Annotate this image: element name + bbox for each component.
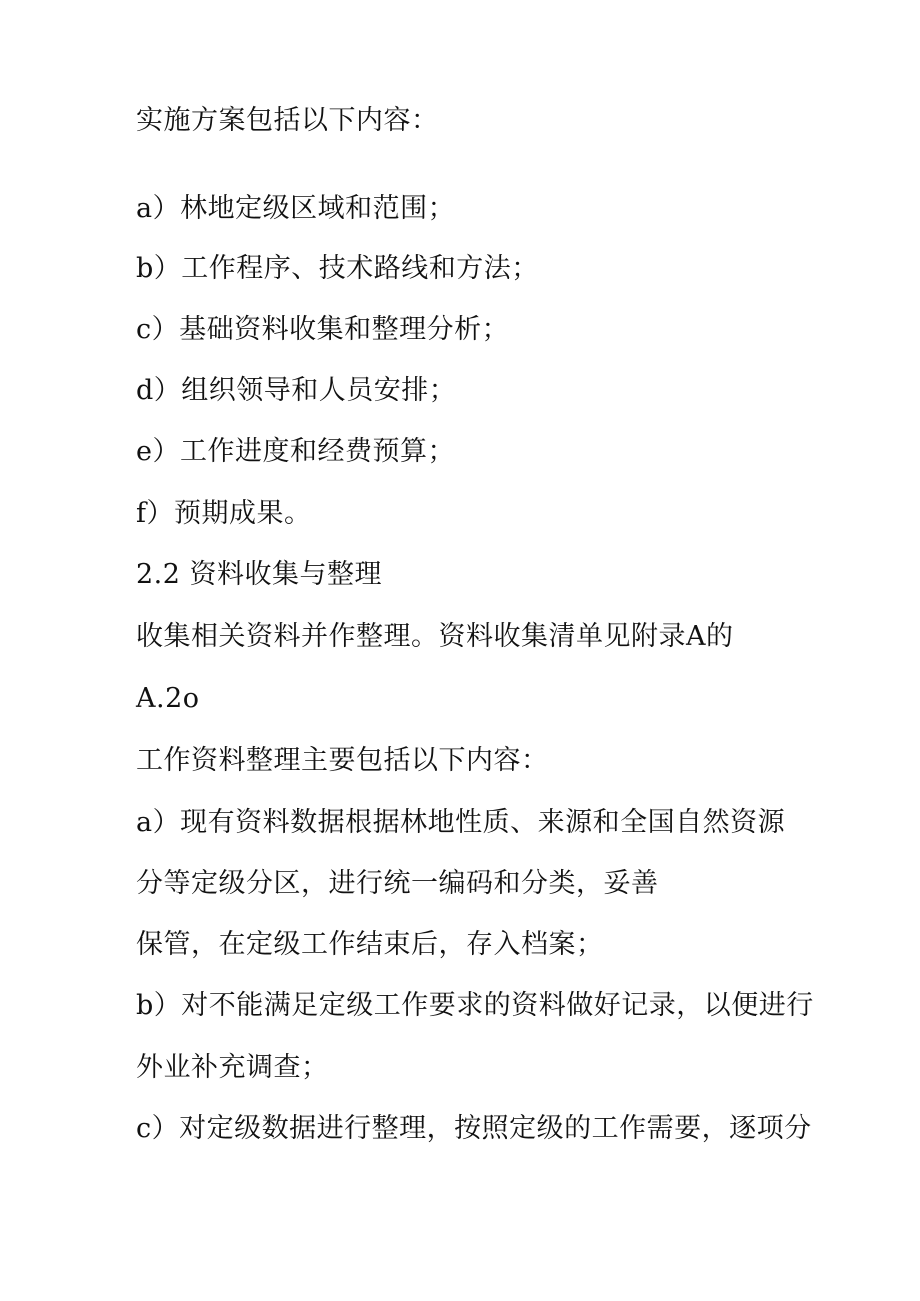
list-item-c: c）对定级数据进行整理，按照定级的工作需要，逐项分: [136, 1113, 812, 1144]
list-item-f: f）预期成果。: [136, 498, 312, 529]
list-item-d: d）组织领导和人员安排；: [136, 375, 457, 406]
list-item-b: b）工作程序、技术路线和方法；: [136, 253, 539, 284]
paragraph-line: 保管，在定级工作结束后，存入档案；: [136, 929, 604, 960]
paragraph-line: A.2o: [136, 683, 200, 714]
paragraph-line: 外业补充调查；: [136, 1052, 329, 1083]
list-item-e: e）工作进度和经费预算；: [136, 436, 455, 467]
paragraph-line: 工作资料整理主要包括以下内容：: [136, 745, 549, 776]
list-item-a: a）现有资料数据根据林地性质、来源和全国自然资源: [136, 807, 786, 838]
intro-line: 实施方案包括以下内容：: [136, 105, 439, 136]
list-item-b: b）对不能满足定级工作要求的资料做好记录，以便进行: [136, 990, 814, 1021]
list-item-c: c）基础资料收集和整理分析；: [136, 314, 510, 345]
section-heading: 2.2 资料收集与整理: [136, 559, 383, 590]
paragraph-line: 收集相关资料并作整理。资料收集清单见附录A的: [136, 621, 734, 652]
paragraph-line: 分等定级分区，进行统一编码和分类，妥善: [136, 868, 659, 899]
list-item-a: a）林地定级区域和范围；: [136, 193, 456, 224]
